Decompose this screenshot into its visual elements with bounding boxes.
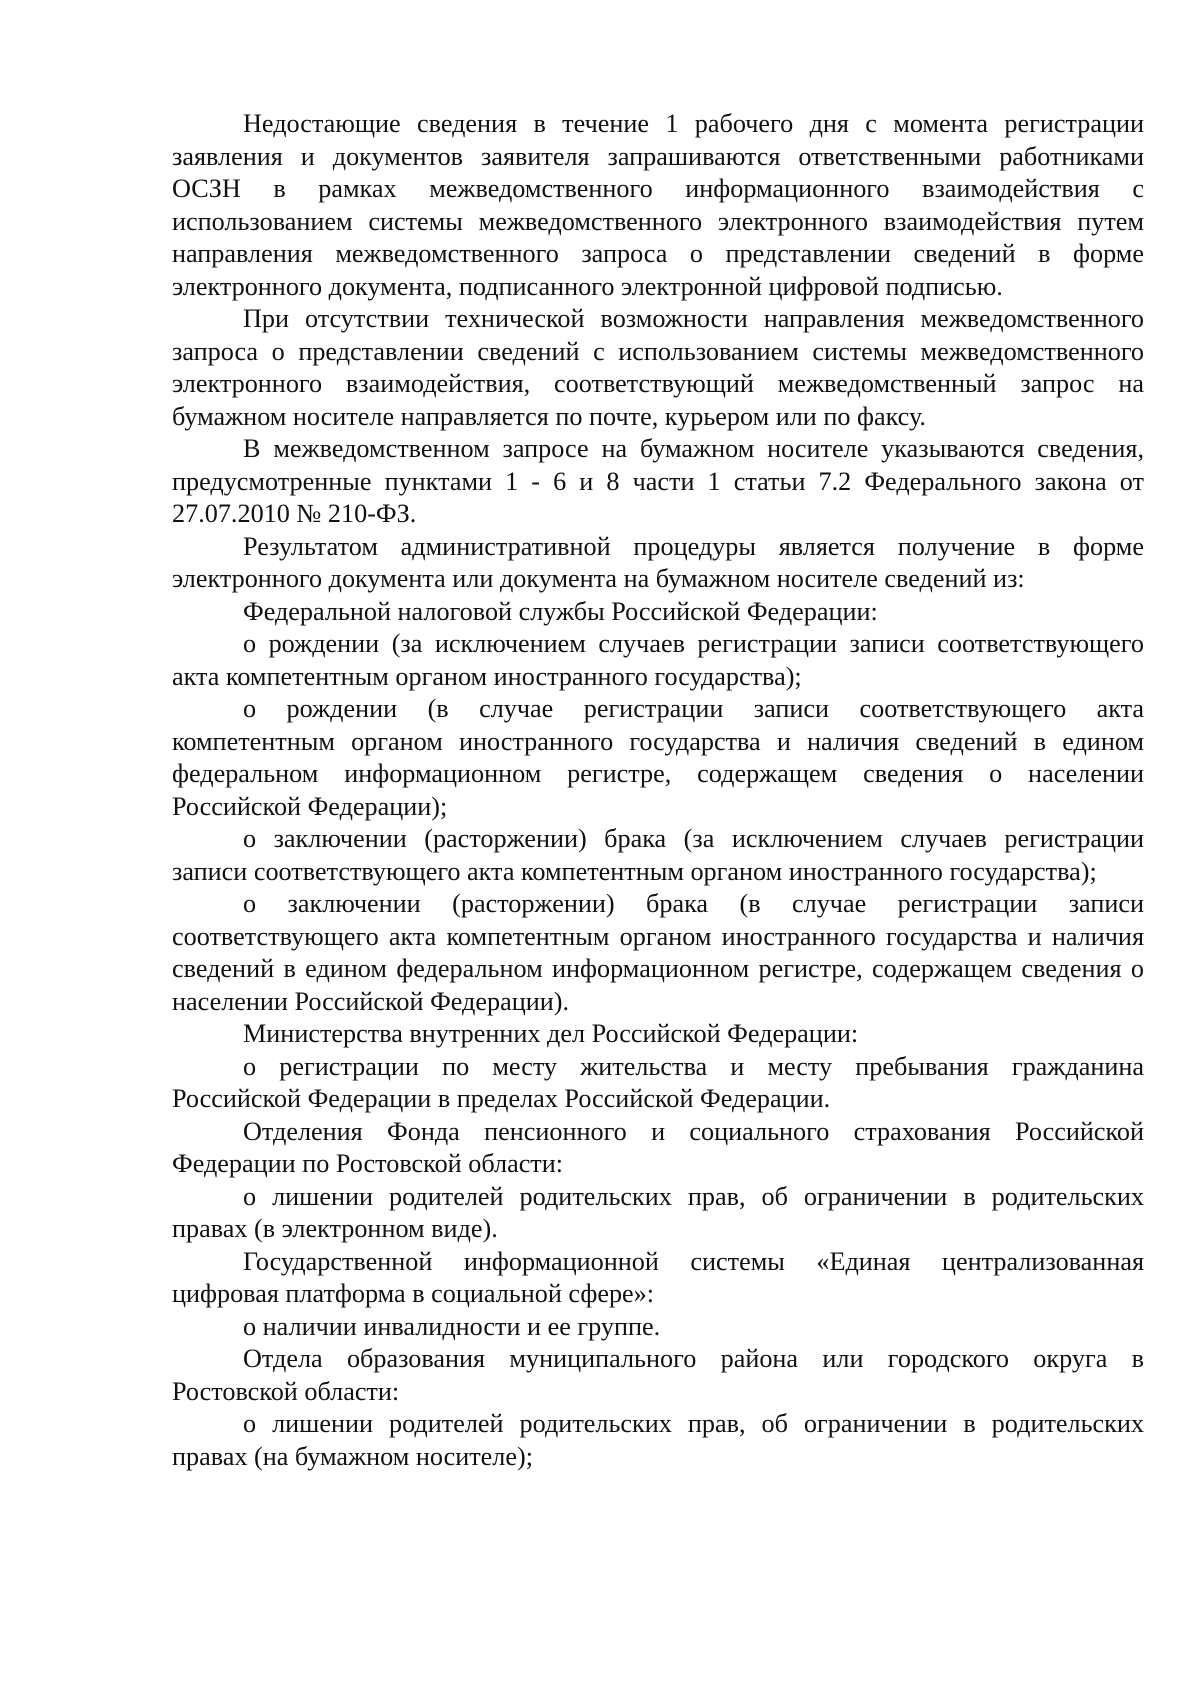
paragraph-missing-info: Недостающие сведения в течение 1 рабочего дня с момента регистрации заявления и документов заявителя запрашиваются ответственными работниками ОСЗН в рамках межведомственного информационного взаимодействия с использованием системы межведомственного электронного взаимодействия путем направления межведомственного запроса о представлении сведений в форме электронного документа, подписанного электронной цифровой подписью. xyxy=(172,109,1144,301)
paragraph-parental-rights-electronic: о лишении родителей родительских прав, об ограничении в родительских правах (в электронном виде). xyxy=(172,1181,1144,1243)
paragraph-paper-request: В межведомственном запросе на бумажном носителе указываются сведения, предусмотренные пунктами 1 - 6 и 8 части 1 статьи 7.2 Федерального закона от 27.07.2010 № 210-ФЗ. xyxy=(172,434,1144,528)
paragraph-education-dept-heading: Отдела образования муниципального района или городского округа в Ростовской области: xyxy=(172,1344,1144,1406)
paragraph-fns-heading: Федеральной налоговой службы Российской Федерации: xyxy=(243,596,878,626)
paragraph-procedure-result: Результатом административной процедуры является получение в форме электронного документа или документа на бумажном носителе сведений из: xyxy=(172,531,1144,593)
paragraph-disability: о наличии инвалидности и ее группе. xyxy=(243,1311,661,1341)
paragraph-parental-rights-paper: о лишении родителей родительских прав, об ограничении в родительских правах (на бумажном носителе); xyxy=(172,1409,1144,1471)
document-body xyxy=(172,108,1144,1473)
paragraph-birth-foreign: о рождении (в случае регистрации записи соответствующего акта компетентным органом иностранного государства и наличия сведений в едином федеральном информационном регистре, содержащем сведения о населении Российской Федерации); xyxy=(172,694,1144,821)
paragraph-registration-residence: о регистрации по месту жительства и месту пребывания гражданина Российской Федерации в пределах Российской Федерации. xyxy=(172,1051,1144,1113)
paragraph-sfr-heading: Отделения Фонда пенсионного и социального страхования Российской Федерации по Ростовской области: xyxy=(172,1116,1144,1178)
paragraph-egisso-heading: Государственной информационной системы «Единая централизованная цифровая платформа в социальной сфере»: xyxy=(172,1246,1144,1308)
paragraph-marriage-domestic: о заключении (расторжении) брака (за исключением случаев регистрации записи соответствующего акта компетентным органом иностранного государства); xyxy=(172,824,1144,886)
paragraph-no-technical-possibility: При отсутствии технической возможности направления межведомственного запроса о представлении сведений с использованием системы межведомственного электронного взаимодействия, соответствующий межведомственный запрос на бумажном носителе направляется по почте, курьером или по факсу. xyxy=(172,304,1144,431)
paragraph-birth-domestic: о рождении (за исключением случаев регистрации записи соответствующего акта компетентным органом иностранного государства); xyxy=(172,629,1144,691)
paragraph-mvd-heading: Министерства внутренних дел Российской Федерации: xyxy=(243,1019,859,1048)
paragraph-marriage-foreign: о заключении (расторжении) брака (в случае регистрации записи соответствующего акта компетентным органом иностранного государства и наличия сведений в едином федеральном информационном регистре, содержащем сведения о населении Российской Федерации). xyxy=(172,889,1144,1016)
